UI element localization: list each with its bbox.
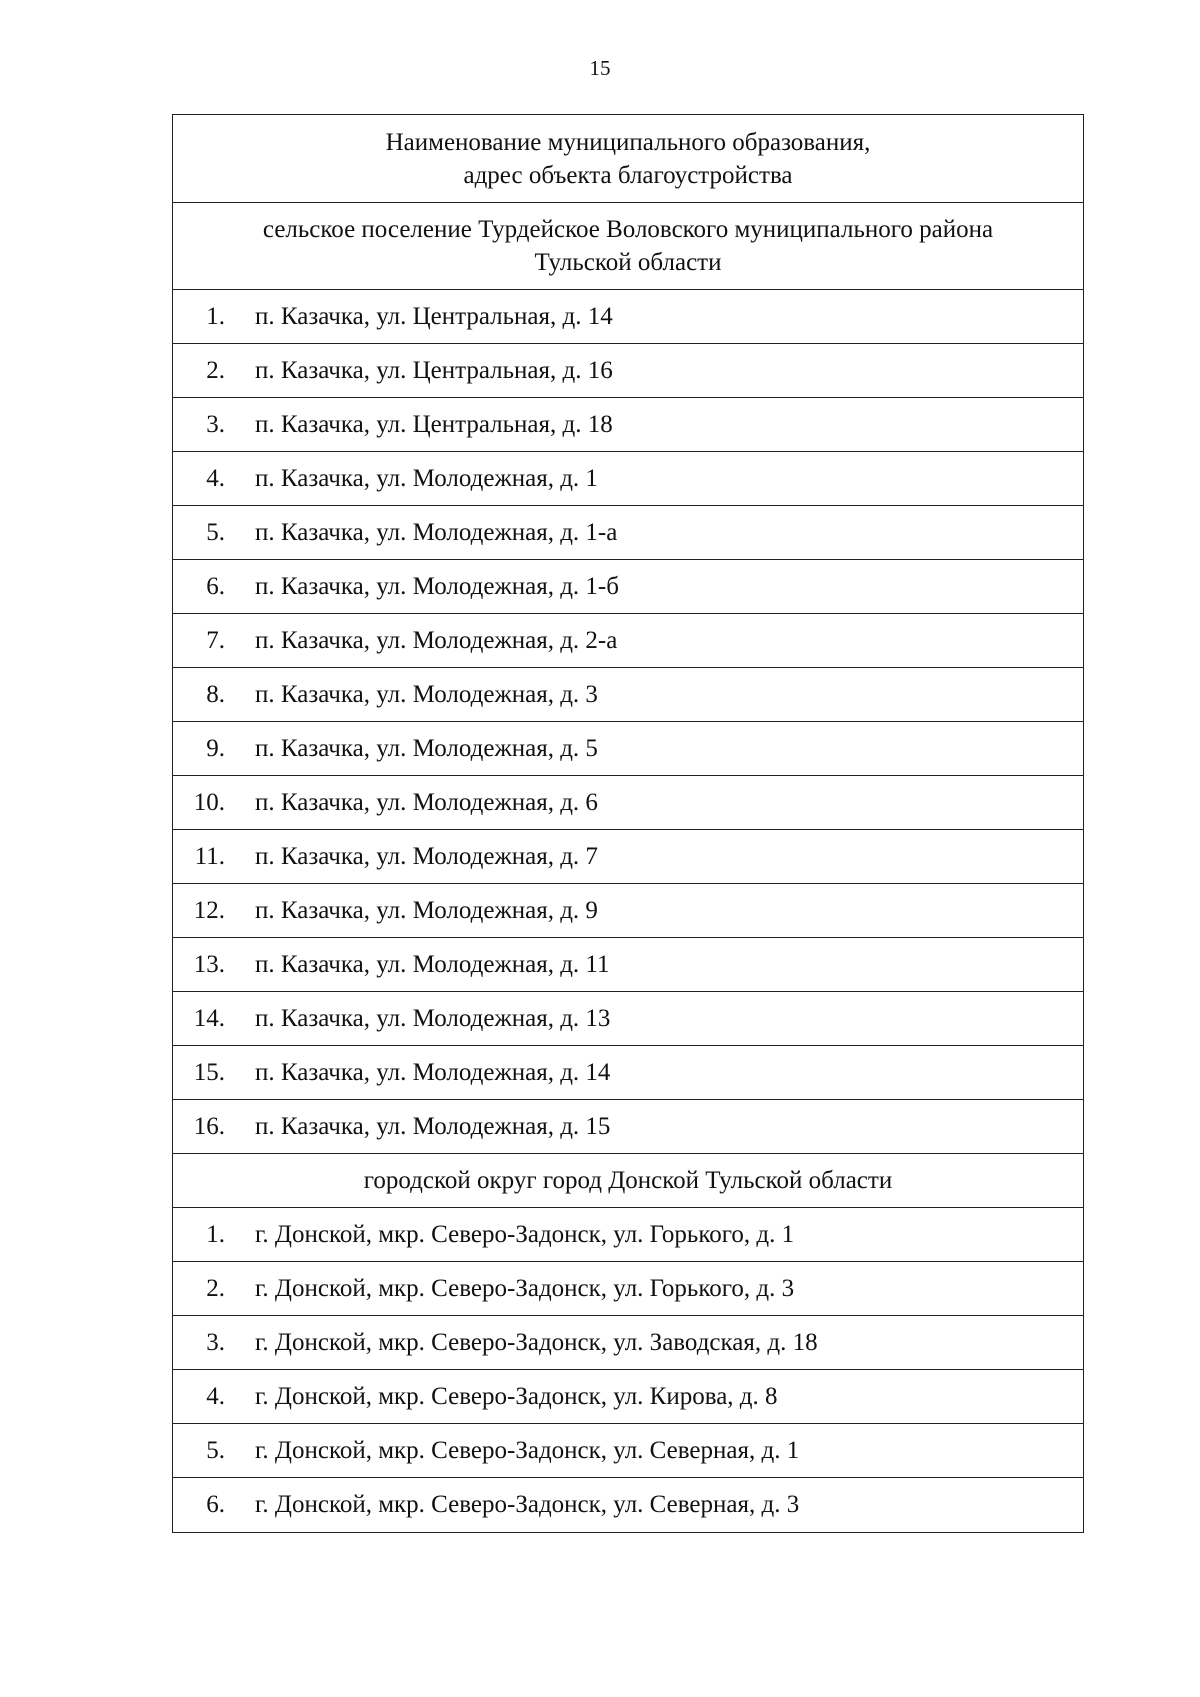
row-number: 2. — [206, 1274, 225, 1302]
section-title-donskoy — [173, 1154, 1083, 1208]
table-row — [173, 1316, 1083, 1370]
row-address: г. Донской, мкр. Северо-Задонск, ул. Горького, д. 1 — [255, 1220, 795, 1248]
table-row — [173, 614, 1083, 668]
table-row — [173, 992, 1083, 1046]
table-row — [173, 776, 1083, 830]
row-number: 7. — [206, 626, 225, 654]
row-number: 5. — [206, 1436, 225, 1464]
row-address: п. Казачка, ул. Молодежная, д. 3 — [255, 680, 598, 708]
table-row — [173, 668, 1083, 722]
table-row — [173, 398, 1083, 452]
section-title-line-1: городской округ город Донской Тульской области — [363, 1167, 893, 1194]
row-number: 5. — [206, 518, 225, 546]
table-row — [173, 938, 1083, 992]
row-address: п. Казачка, ул. Центральная, д. 16 — [255, 356, 613, 384]
row-number: 1. — [206, 1220, 225, 1248]
row-address: п. Казачка, ул. Центральная, д. 14 — [255, 302, 613, 330]
row-address: п. Казачка, ул. Молодежная, д. 15 — [255, 1112, 611, 1140]
row-number: 11. — [194, 842, 225, 870]
page-number: 15 — [589, 56, 611, 80]
row-number: 4. — [206, 464, 225, 492]
row-address: п. Казачка, ул. Молодежная, д. 13 — [255, 1004, 611, 1032]
table-row — [173, 1478, 1083, 1532]
row-number: 4. — [206, 1382, 225, 1410]
row-address: п. Казачка, ул. Молодежная, д. 1 — [255, 464, 598, 492]
table-row — [173, 722, 1083, 776]
row-address: п. Казачка, ул. Молодежная, д. 14 — [255, 1058, 611, 1086]
table-header — [173, 115, 1083, 203]
table-row — [173, 830, 1083, 884]
table-row — [173, 344, 1083, 398]
section-title-line-1: сельское поселение Турдейское Воловского муниципального района — [262, 216, 994, 243]
row-address: п. Казачка, ул. Центральная, д. 18 — [255, 410, 613, 438]
row-address: п. Казачка, ул. Молодежная, д. 5 — [255, 734, 598, 762]
table-header-line-2: адрес объекта благоустройства — [463, 161, 793, 189]
row-number: 2. — [206, 356, 225, 384]
table-row — [173, 560, 1083, 614]
row-address: п. Казачка, ул. Молодежная, д. 1-а — [255, 518, 618, 546]
row-address: г. Донской, мкр. Северо-Задонск, ул. Горького, д. 3 — [255, 1274, 795, 1302]
table-row — [173, 1046, 1083, 1100]
row-address: п. Казачка, ул. Молодежная, д. 7 — [255, 842, 598, 870]
row-number: 13. — [193, 950, 225, 978]
row-number: 6. — [206, 1491, 225, 1518]
row-address: п. Казачка, ул. Молодежная, д. 2-а — [255, 626, 618, 654]
table-row — [173, 1100, 1083, 1154]
table-row — [173, 452, 1083, 506]
row-number: 6. — [206, 572, 225, 600]
row-number: 1. — [206, 302, 225, 330]
objects-table — [172, 114, 1084, 1533]
row-number: 15. — [193, 1058, 225, 1086]
table-row — [173, 1370, 1083, 1424]
table-row — [173, 1424, 1083, 1478]
row-address: п. Казачка, ул. Молодежная, д. 1-б — [255, 572, 619, 600]
section-title-turdeyskoe — [173, 203, 1083, 290]
row-number: 8. — [206, 680, 225, 708]
row-number: 14. — [193, 1004, 225, 1032]
table-header-line-1: Наименование муниципального образования, — [385, 128, 871, 156]
row-number: 9. — [206, 734, 225, 762]
row-number: 16. — [193, 1112, 225, 1140]
row-address: г. Донской, мкр. Северо-Задонск, ул. Заводская, д. 18 — [255, 1328, 818, 1356]
row-number: 3. — [206, 410, 225, 438]
table-row — [173, 506, 1083, 560]
row-number: 10. — [193, 788, 225, 816]
table-row — [173, 1262, 1083, 1316]
section-title-line-2: Тульской области — [534, 249, 722, 276]
row-address: г. Донской, мкр. Северо-Задонск, ул. Северная, д. 3 — [255, 1491, 800, 1518]
row-address: г. Донской, мкр. Северо-Задонск, ул. Северная, д. 1 — [255, 1436, 800, 1464]
row-address: п. Казачка, ул. Молодежная, д. 11 — [255, 950, 610, 978]
row-number: 12. — [193, 896, 225, 924]
row-address: п. Казачка, ул. Молодежная, д. 9 — [255, 896, 598, 924]
table-row — [173, 1208, 1083, 1262]
table-row — [173, 290, 1083, 344]
row-address: г. Донской, мкр. Северо-Задонск, ул. Кирова, д. 8 — [255, 1382, 778, 1410]
row-address: п. Казачка, ул. Молодежная, д. 6 — [255, 788, 598, 816]
table-row — [173, 884, 1083, 938]
row-number: 3. — [206, 1328, 225, 1356]
